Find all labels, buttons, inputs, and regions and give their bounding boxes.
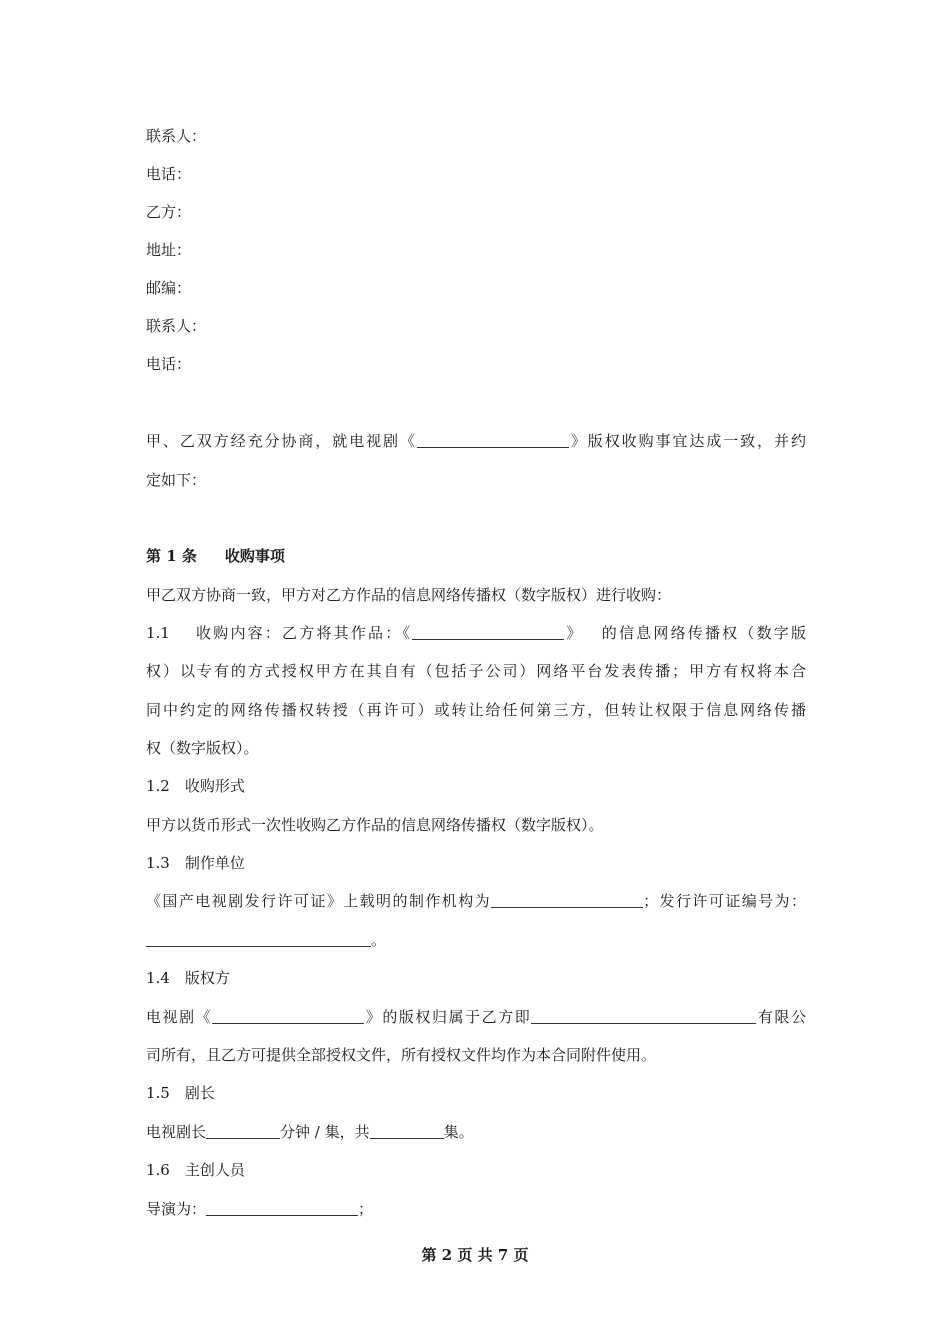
intro-line-1 xyxy=(146,431,806,451)
section-1-6-heading: 1.6 主创人员 xyxy=(146,1161,245,1179)
section-1-3-end: 。 xyxy=(371,931,387,949)
section-1-1-tail: 》 xyxy=(564,624,584,642)
section-1-1-line-4: 权（数字版权）。 xyxy=(146,739,259,757)
company-name-blank[interactable] xyxy=(531,1008,756,1024)
minutes-blank[interactable] xyxy=(206,1123,280,1139)
license-number-blank[interactable] xyxy=(146,931,371,947)
section-1-3-line-2 xyxy=(146,930,806,950)
drama-title-blank[interactable] xyxy=(417,432,569,448)
article-1-text: 甲乙双方协商一致，甲方对乙方作品的信息网络传播权（数字版权）进行收购： xyxy=(146,586,672,604)
party-b-phone-label: 电话： xyxy=(146,355,192,373)
section-1-3-line-1 xyxy=(146,891,806,911)
section-1-1-label: 收购内容：乙方将其作品：《 xyxy=(193,624,413,642)
work-title-blank[interactable] xyxy=(412,624,564,640)
section-1-4-text-1: 电视剧《 xyxy=(146,1008,213,1026)
intro-text-1: 甲、乙双方经充分协商，就电视剧《 xyxy=(146,432,417,450)
producer-blank[interactable] xyxy=(491,892,643,908)
section-1-6-line xyxy=(146,1199,806,1219)
section-1-3-text-2: ；发行许可证编号为： xyxy=(643,892,806,910)
party-a-contact-label: 联系人： xyxy=(146,127,207,145)
section-1-5-heading: 1.5 剧长 xyxy=(146,1084,215,1102)
director-label: 导演为： xyxy=(146,1200,207,1218)
section-1-1-line-2: 权）以专有的方式授权甲方在其自有（包括子公司）网络平台发表传播；甲方有权将本合 xyxy=(146,662,806,680)
section-1-3-text-1: 《国产电视剧发行许可证》上载明的制作机构为 xyxy=(146,892,492,910)
section-1-1-number: 1.1 xyxy=(146,624,170,642)
party-b-contact-label: 联系人： xyxy=(146,317,207,335)
section-1-4-line-1 xyxy=(146,1007,806,1027)
section-1-5-text-2: 分钟 / 集，共 xyxy=(280,1123,370,1141)
section-1-4-text-3: 有限公 xyxy=(756,1008,806,1026)
section-1-1-rest: 的信息网络传播权（数字版 xyxy=(599,624,806,642)
party-b-postcode-label: 邮编： xyxy=(146,279,192,297)
drama-name-blank[interactable] xyxy=(212,1008,364,1024)
intro-line-2: 定如下： xyxy=(146,471,207,489)
section-1-5-line xyxy=(146,1122,806,1142)
article-1-heading xyxy=(146,546,806,566)
article-1-number: 第 1 条 xyxy=(146,547,197,565)
section-1-2-heading: 1.2 收购形式 xyxy=(146,777,245,795)
director-end: ； xyxy=(358,1200,374,1218)
section-1-3-heading: 1.3 制作单位 xyxy=(146,854,245,872)
section-1-5-text-1: 电视剧长 xyxy=(146,1123,207,1141)
party-b-title: 乙方： xyxy=(146,203,192,221)
section-1-4-heading: 1.4 版权方 xyxy=(146,969,230,987)
episodes-blank[interactable] xyxy=(370,1123,444,1139)
section-1-1-line-3: 同中约定的网络传播权转授（再许可）或转让给任何第三方，但转让权限于信息网络传播 xyxy=(146,701,806,719)
article-1-title: 收购事项 xyxy=(224,547,285,565)
director-blank[interactable] xyxy=(206,1200,358,1216)
section-1-4-line-2: 司所有，且乙方可提供全部授权文件，所有授权文件均作为本合同附件使用。 xyxy=(146,1046,657,1064)
section-1-2-text: 甲方以货币形式一次性收购乙方作品的信息网络传播权（数字版权）。 xyxy=(146,816,604,834)
party-b-address-label: 地址： xyxy=(146,241,192,259)
intro-text-2: 》版权收购事宜达成一致，并约 xyxy=(568,432,806,450)
section-1-4-text-2: 》的版权归属于乙方即 xyxy=(364,1008,532,1026)
section-1-5-text-3: 集。 xyxy=(443,1123,474,1141)
page-footer: 第 2 页 共 7 页 xyxy=(421,1246,529,1264)
party-a-phone-label: 电话： xyxy=(146,165,192,183)
section-1-1-line-1 xyxy=(146,623,806,643)
